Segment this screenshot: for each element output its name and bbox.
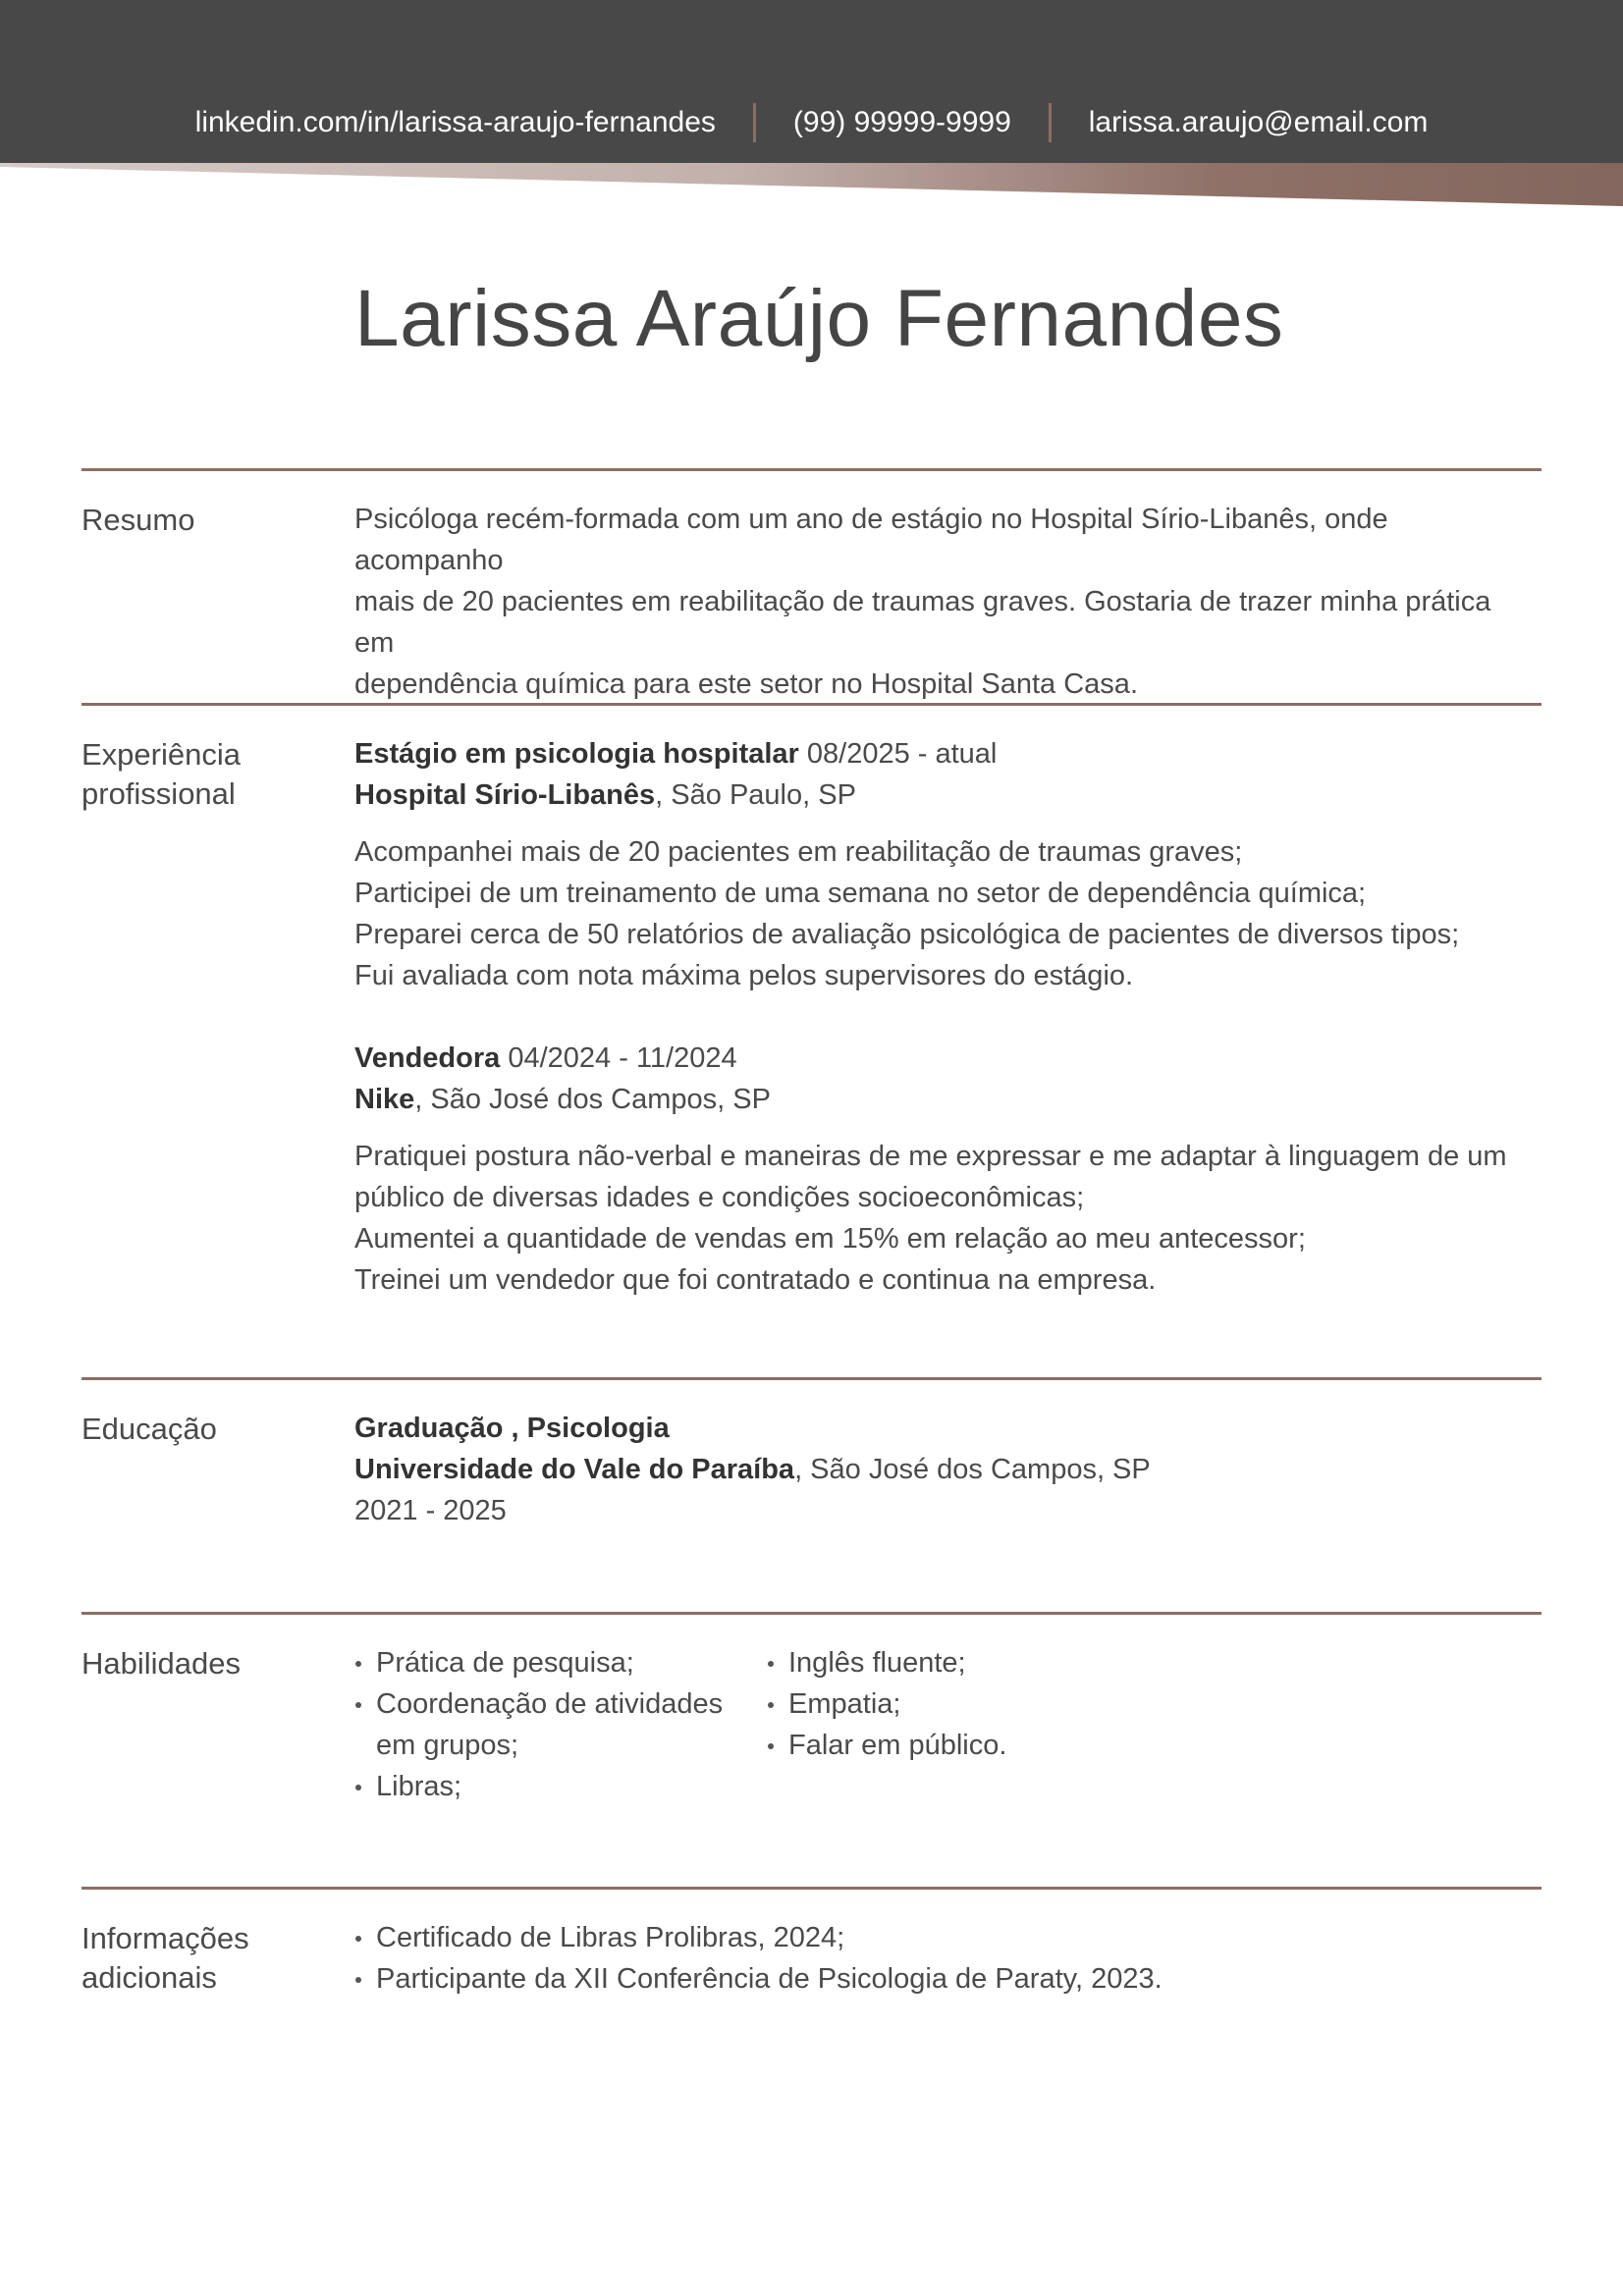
additional-section — [81, 1887, 1542, 2086]
job-title: Vendedora — [354, 1042, 501, 1074]
school-location: , São José dos Campos, SP — [794, 1454, 1151, 1485]
additional-item: Participante da XII Conferência de Psicologia de Paraty, 2023. — [354, 1958, 1533, 2000]
job-title: Estágio em psicologia hospitalar — [354, 738, 799, 770]
skills-list-1 — [354, 1642, 747, 1807]
skills-list-2 — [767, 1642, 1160, 1766]
job-line: Fui avaliada com nota máxima pelos supervisores do estágio. — [354, 960, 1134, 991]
skill-item: Falar em público. — [767, 1725, 1160, 1766]
education-period: 2021 - 2025 — [354, 1495, 507, 1526]
skill-item: Prática de pesquisa; — [354, 1642, 747, 1683]
job-entry — [354, 1038, 1533, 1301]
section-label-skills: Habilidades — [81, 1646, 241, 1681]
school-line — [354, 1449, 1533, 1490]
section-label-experience — [81, 735, 307, 814]
job-location: , São Paulo, SP — [655, 779, 856, 811]
additional-item: Certificado de Libras Prolibras, 2024; — [354, 1917, 1533, 1958]
job-line: Participei de um treinamento de uma semana no setor de dependência química; — [354, 878, 1367, 909]
skill-item: Empatia; — [767, 1683, 1160, 1725]
email-link[interactable]: larissa.araujo@email.com — [1088, 106, 1429, 138]
additional-list-wrap — [354, 1917, 1533, 2000]
experience-list — [354, 733, 1533, 1301]
job-heading — [354, 733, 1533, 774]
job-heading — [354, 1038, 1533, 1079]
summary-line: Psicóloga recém-formada com um ano de estágio no Hospital Sírio-Libanês, onde acompanho — [354, 504, 1388, 576]
degree: Graduação , Psicologia — [354, 1413, 670, 1444]
education-entry — [354, 1408, 1533, 1531]
job-line: Preparei cerca de 50 relatórios de avaliação psicológica de pacientes de diversos tipos; — [354, 919, 1460, 950]
section-label-line: Experiência — [81, 737, 241, 772]
job-line: Pratiquei postura não-verbal e maneiras de me expressar e me adaptar à linguagem de um — [354, 1141, 1507, 1172]
summary-line: dependência química para este setor no Hospital Santa Casa. — [354, 668, 1138, 700]
job-line: Acompanhei mais de 20 pacientes em reabilitação de traumas graves; — [354, 836, 1243, 868]
phone-number[interactable]: (99) 99999-9999 — [792, 106, 1011, 138]
section-label-education: Educação — [81, 1412, 217, 1446]
job-line: Aumentei a quantidade de vendas em 15% em relação ao meu antecessor; — [354, 1223, 1306, 1255]
contact-row — [0, 96, 1623, 149]
section-label-line: profissional — [81, 776, 236, 811]
section-label-summary: Resumo — [81, 503, 195, 537]
summary-text — [354, 499, 1533, 705]
education-section — [81, 1377, 1542, 1596]
job-line: público de diversas idades e condições socioeconômicas; — [354, 1182, 1085, 1213]
job-period: 04/2024 - 11/2024 — [500, 1042, 737, 1074]
job-line: Treinei um vendedor que foi contratado e continua na empresa. — [354, 1264, 1157, 1296]
job-location: , São José dos Campos, SP — [414, 1084, 771, 1115]
section-label-additional — [81, 1919, 307, 1998]
section-label-line: adicionais — [81, 1960, 217, 1995]
summary-line: mais de 20 pacientes em reabilitação de traumas graves. Gostaria de trazer minha prática em — [354, 586, 1491, 659]
company-name: Nike — [354, 1084, 415, 1115]
school-name: Universidade do Vale do Paraíba — [354, 1454, 795, 1485]
skill-item: Inglês fluente; — [767, 1642, 1160, 1683]
skill-item — [354, 1683, 747, 1766]
skill-text-continued: em grupos; — [376, 1730, 519, 1761]
job-description — [354, 1136, 1533, 1301]
candidate-name: Larissa Araújo Fernandes — [354, 274, 1284, 363]
job-entry — [354, 733, 1533, 996]
job-employer — [354, 1079, 1533, 1120]
skills-section — [81, 1612, 1542, 1880]
job-description — [354, 831, 1533, 996]
summary-section — [81, 468, 1542, 700]
linkedin-link[interactable]: linkedin.com/in/larissa-araujo-fernandes — [194, 106, 716, 138]
experience-section — [81, 703, 1542, 1373]
job-employer — [354, 774, 1533, 816]
header-accent-stripe — [0, 163, 1623, 208]
job-period: 08/2025 - atual — [798, 738, 998, 770]
skill-item: Libras; — [354, 1766, 747, 1807]
section-label-line: Informações — [81, 1921, 249, 1955]
skill-text: Coordenação de atividades — [376, 1688, 724, 1720]
company-name: Hospital Sírio-Libanês — [354, 779, 656, 811]
skills-lists — [354, 1642, 1533, 1819]
additional-list — [354, 1917, 1533, 2000]
